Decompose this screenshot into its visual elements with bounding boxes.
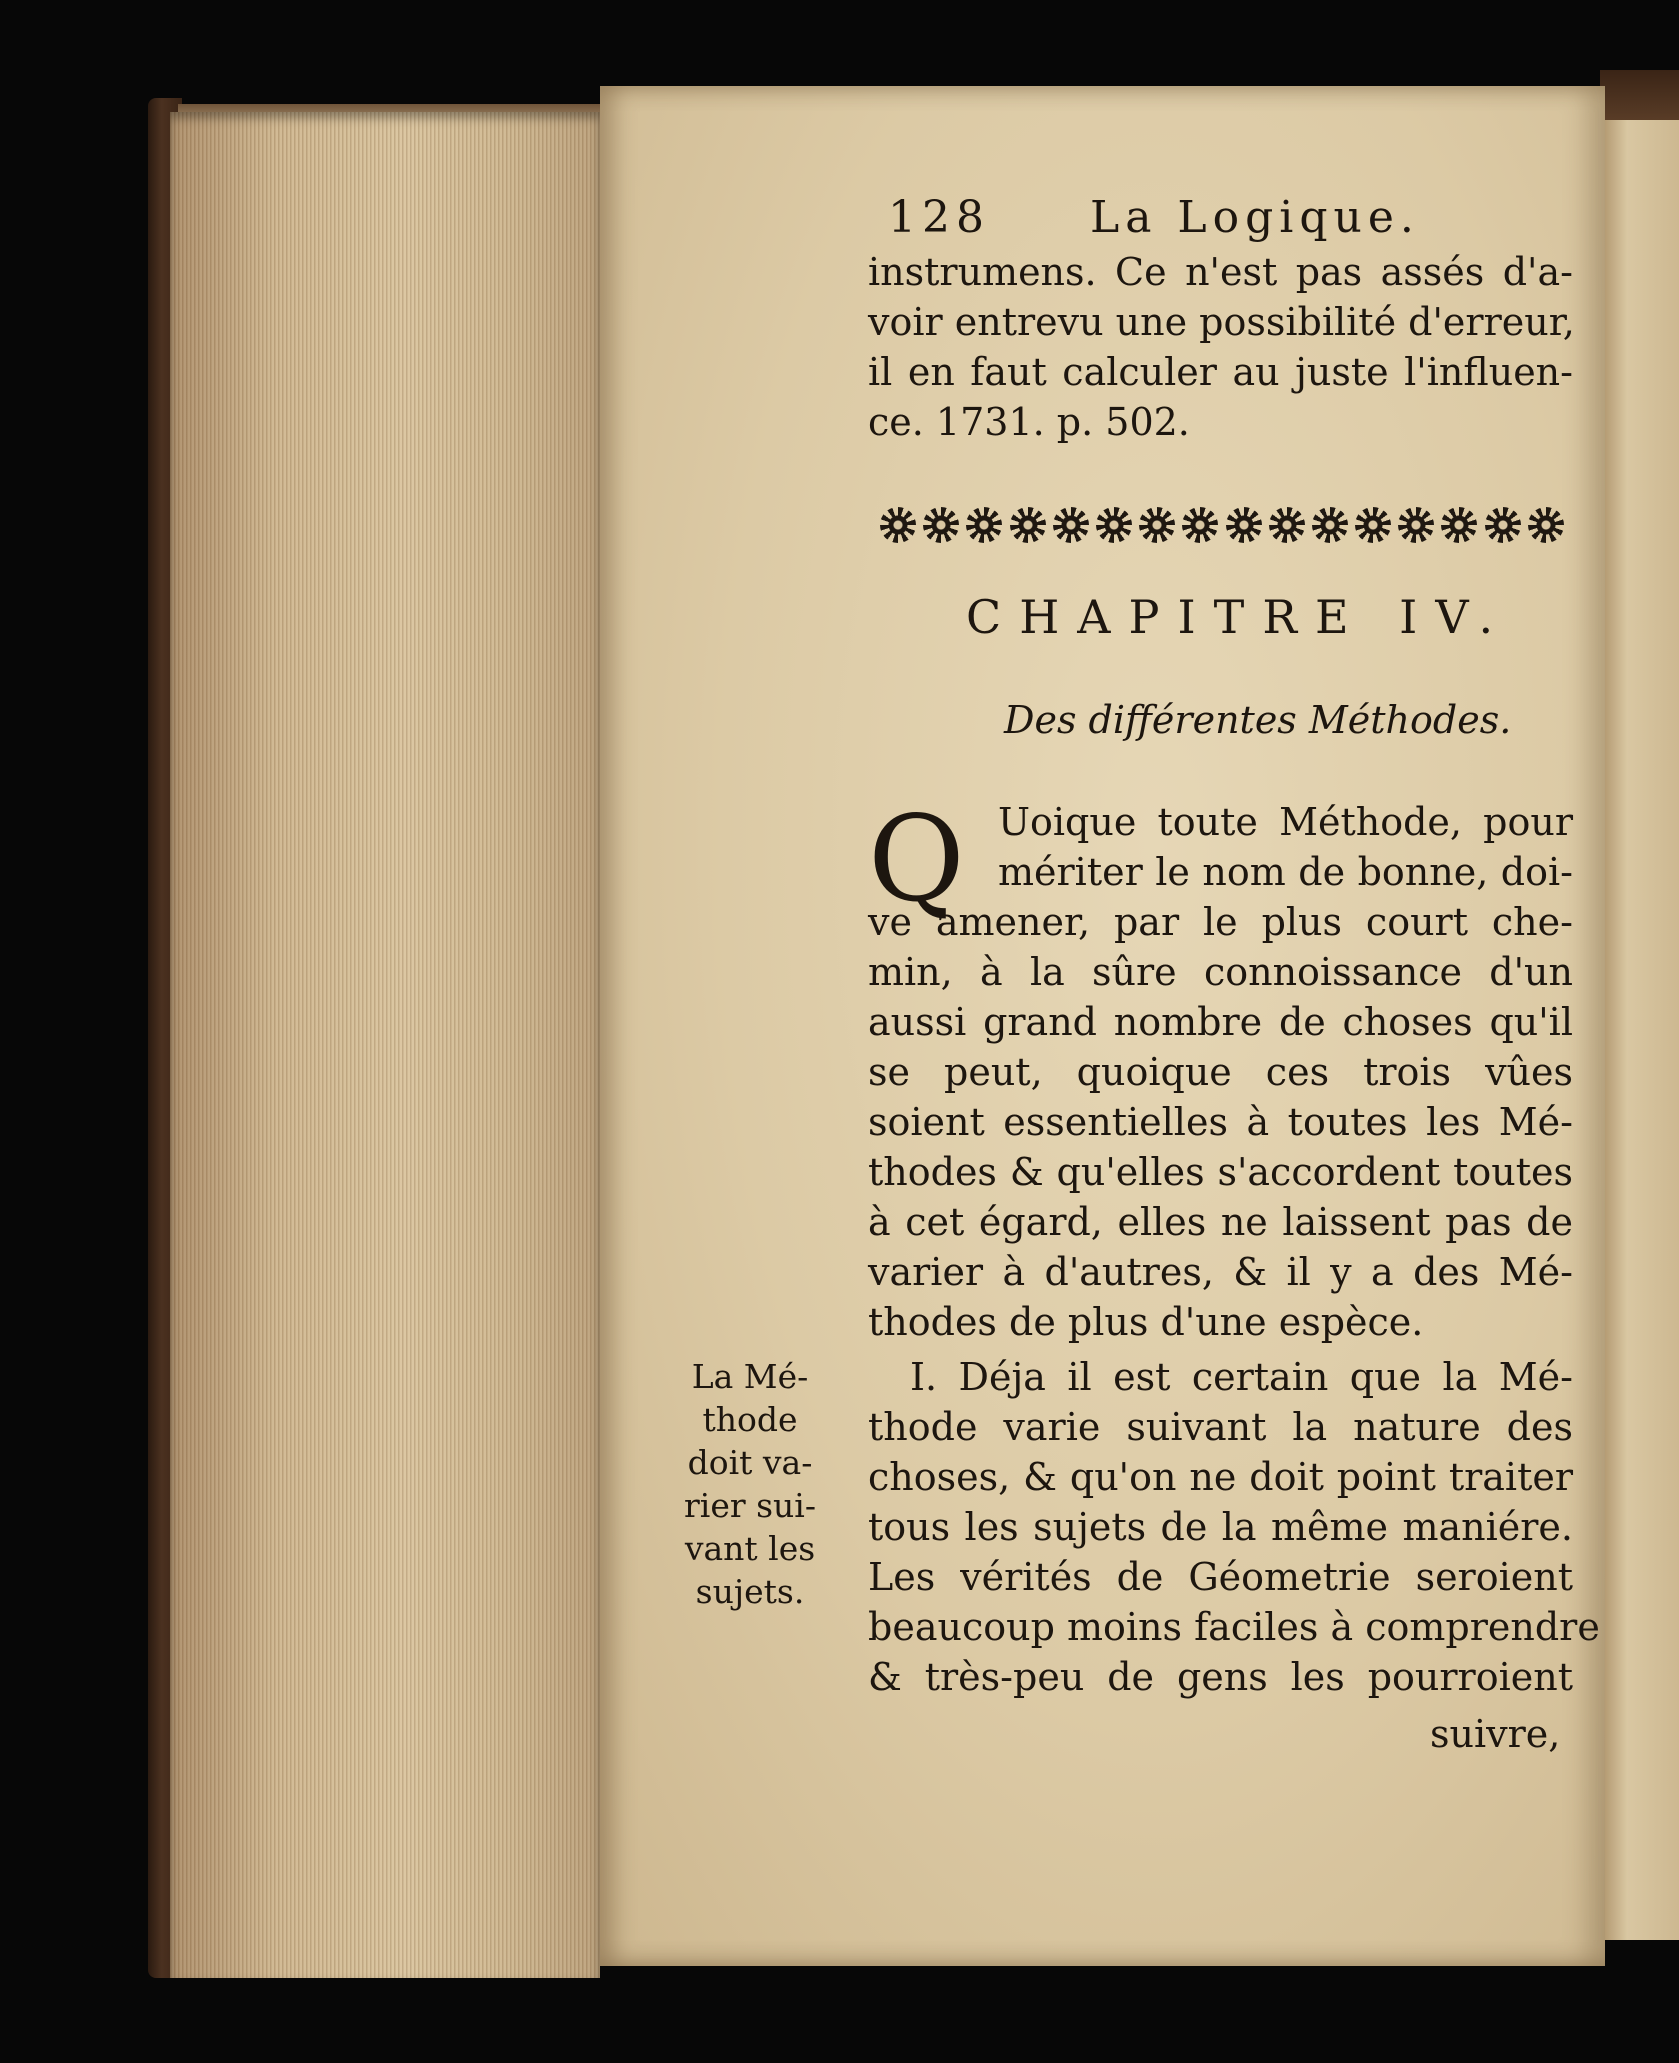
ornament-rosette-icon [1485, 507, 1521, 543]
body-line: à cet égard, elles ne laissent pas de [868, 1200, 1573, 1244]
ornamental-band [880, 500, 1564, 550]
margin-note [680, 1355, 820, 1613]
facing-page-sliver [1605, 120, 1679, 1940]
ornament-rosette-icon [1182, 507, 1218, 543]
page-number: 128 [888, 192, 990, 243]
drop-cap: Q [868, 790, 965, 928]
margin-note-line: rier sui- [683, 1486, 817, 1525]
ornament-rosette-icon [1398, 507, 1434, 543]
body-line: ve amener, par le plus court che- [868, 900, 1573, 944]
previous-section-line: il en faut calculer au juste l'influen- [868, 350, 1573, 394]
catchword: suivre, [1430, 1712, 1561, 1756]
page-block-fore-edge [170, 112, 600, 1978]
ornament-rosette-icon [1355, 507, 1391, 543]
margin-note-line: doit va- [687, 1443, 813, 1482]
running-title: La Logique. [1089, 192, 1420, 243]
body-line: Les vérités de Géometrie seroient [868, 1555, 1573, 1599]
body-line: soient essentielles à toutes les Mé- [868, 1100, 1573, 1144]
ornament-rosette-icon [1269, 507, 1305, 543]
margin-note-line: La Mé- [691, 1357, 809, 1396]
body-line: & très-peu de gens les pourroient [868, 1655, 1573, 1699]
margin-note-line: vant les [684, 1529, 816, 1568]
previous-section-line: voir entrevu une possibilité d'erreur, [868, 300, 1575, 344]
body-line: varier à d'autres, & il y a des Mé- [868, 1250, 1573, 1294]
ornament-rosette-icon [966, 507, 1002, 543]
previous-section-line: instrumens. Ce n'est pas assés d'a- [868, 250, 1573, 294]
ornament-rosette-icon [1139, 507, 1175, 543]
body-line: I. Déja il est certain que la Mé- [910, 1355, 1573, 1399]
body-line: thode varie suivant la nature des [868, 1405, 1573, 1449]
running-head [888, 192, 1420, 243]
ornament-rosette-icon [1053, 507, 1089, 543]
ornament-rosette-icon [880, 507, 916, 543]
ornament-rosette-icon [923, 507, 959, 543]
ornament-rosette-icon [1528, 507, 1564, 543]
ornament-rosette-icon [1010, 507, 1046, 543]
chapter-title: CHAPITRE IV. [966, 590, 1512, 644]
body-line: mériter le nom de bonne, doi- [998, 850, 1573, 894]
binding-gutter [1600, 70, 1679, 122]
margin-note-line: sujets. [695, 1572, 805, 1611]
body-line: thodes & qu'elles s'accordent toutes [868, 1150, 1573, 1194]
previous-section-line: ce. 1731. p. 502. [868, 400, 1190, 444]
body-line: beaucoup moins faciles à comprendre [868, 1605, 1600, 1649]
body-line: aussi grand nombre de choses qu'il [868, 1000, 1573, 1044]
body-line: thodes de plus d'une espèce. [868, 1300, 1424, 1344]
body-line: se peut, quoique ces trois vûes [868, 1050, 1573, 1094]
chapter-subtitle: Des différentes Méthodes. [1004, 698, 1512, 742]
margin-note-line: thode [702, 1400, 798, 1439]
ornament-rosette-icon [1441, 507, 1477, 543]
body-line: Uoique toute Méthode, pour [998, 800, 1573, 844]
ornament-rosette-icon [1226, 507, 1262, 543]
body-line: choses, & qu'on ne doit point traiter [868, 1455, 1573, 1499]
ornament-rosette-icon [1312, 507, 1348, 543]
body-line: tous les sujets de la même maniére. [868, 1505, 1573, 1549]
body-line: min, à la sûre connoissance d'un [868, 950, 1573, 994]
ornament-rosette-icon [1096, 507, 1132, 543]
